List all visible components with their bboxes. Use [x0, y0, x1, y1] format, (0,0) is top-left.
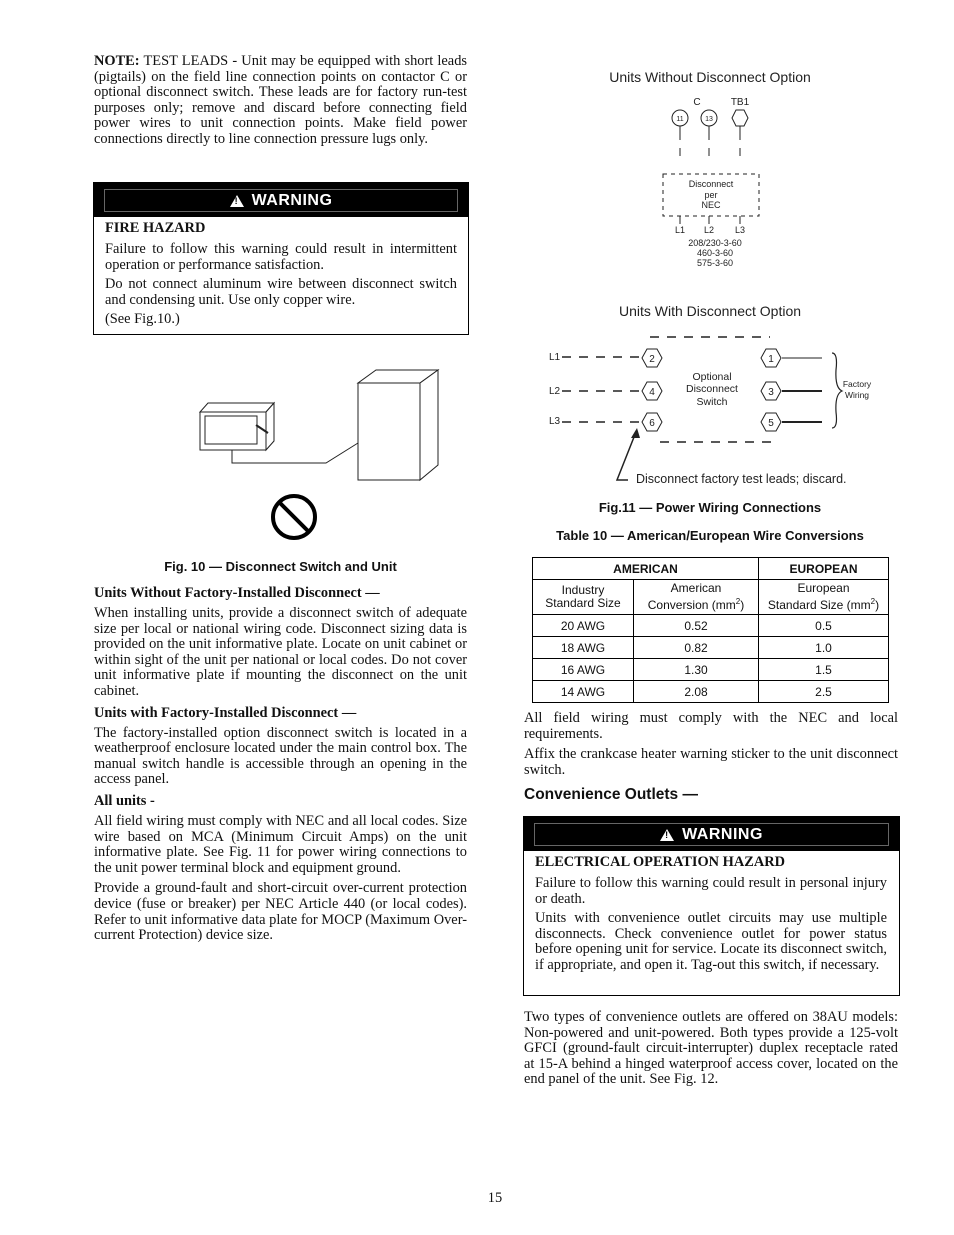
right-body-text [524, 711, 898, 778]
switch-terminal-5 [761, 413, 781, 431]
warning-banner [524, 817, 899, 851]
switch-label: Optional [692, 371, 732, 383]
header-line: Conversion (mm [647, 598, 736, 612]
factory-wiring-label: Factory [842, 379, 872, 389]
warning-banner-label: WARNING [682, 825, 763, 843]
section-text: Provide a ground-fault and short-circuit over-current protection device (fuse or breaker) per NEC Article 440 (or local codes). Refer to unit informative data plate for MOCP (Maximum Over-current Protection) device size. [94, 880, 467, 944]
section-text: The factory-installed option disconnect switch is located in a weatherproof enclosure located under the main control box. The manual switch handle is accessible through an opening in the access panel. [94, 724, 467, 788]
warning-text: Do not connect aluminum wire between disconnect switch and condensing unit. Use only copper wire. [105, 276, 457, 308]
line-label: L2 [703, 225, 715, 235]
table10-caption: Table 10 — American/European Wire Conversions [556, 528, 864, 543]
table-row [533, 681, 889, 703]
section-heading: Units with Factory-Installed Disconnect — [94, 704, 357, 721]
table-row [533, 659, 889, 681]
wire-conversion-table [532, 557, 889, 703]
warning-triangle-icon [230, 195, 244, 207]
switch-terminal-2 [642, 349, 662, 367]
superscript: 2 [735, 597, 741, 606]
discard-note: Disconnect factory test leads; discard. [636, 472, 847, 486]
factory-wiring-brace [832, 353, 842, 428]
fig10-illustration [190, 355, 450, 545]
table-column-header [533, 580, 634, 615]
line-label: L2 [549, 386, 561, 397]
table-cell: 20 AWG [533, 615, 634, 637]
header-line: Industry [561, 583, 605, 597]
diagram-title: Units With Disconnect Option [618, 303, 802, 319]
convenience-outlets-heading: Convenience Outlets — [524, 786, 698, 803]
warning-banner-label: WARNING [251, 191, 333, 209]
fig10-caption: Fig. 10 — Disconnect Switch and Unit [164, 559, 397, 574]
electrical-hazard-warning-box [523, 816, 900, 996]
prohibited-icon [273, 496, 315, 538]
warning-text: Failure to follow this warning could result in intermittent operation or performance satisfaction. [105, 241, 457, 273]
test-leads-note [94, 54, 467, 148]
warning-text: Units with convenience outlet circuits may use multiple disconnects. Check convenience outlet for power status before opening unit for service. Locate its disconnect switch, if appropriate, and open it. Tag-out this switch, if necessary. [535, 910, 887, 973]
body-paragraph: All field wiring must comply with the NEC and local requirements. [524, 710, 898, 742]
diagram-title: Units Without Disconnect Option [609, 69, 811, 85]
terminal-label: 11 [676, 116, 684, 123]
terminal-label: 4 [649, 387, 655, 398]
table-cell: 2.5 [759, 681, 889, 703]
voltage-label: 460-3-60 [696, 248, 734, 258]
voltage-label: 208/230-3-60 [688, 238, 742, 248]
table-cell: 2.08 [634, 681, 759, 703]
line-label: L3 [549, 416, 561, 427]
disconnect-switch-drawing [200, 403, 274, 450]
switch-label: Disconnect [686, 383, 738, 395]
disconnect-label: per [704, 190, 718, 200]
section-heading: All units - [94, 792, 155, 809]
terminal-block-label: TB1 [730, 97, 750, 108]
switch-terminal-6 [642, 413, 662, 431]
table-cell: 16 AWG [533, 659, 634, 681]
warning-text: Failure to follow this warning could result in personal injury or death. [535, 875, 887, 907]
disconnect-label: Disconnect [688, 179, 734, 189]
fig11-power-wiring-diagram [520, 60, 900, 520]
switch-terminal-3 [761, 382, 781, 400]
body-paragraph: Affix the crankcase heater warning sticker to the unit disconnect switch. [524, 746, 898, 778]
table-cell: 0.82 [634, 637, 759, 659]
table-cell: 0.5 [759, 615, 889, 637]
header-line: Standard Size [545, 596, 621, 610]
left-body-text [94, 585, 467, 944]
table-cell: 0.52 [634, 615, 759, 637]
warning-title: FIRE HAZARD [105, 220, 206, 236]
warning-title: ELECTRICAL OPERATION HAZARD [535, 854, 786, 870]
note-text: TEST LEADS - Unit may be equipped with short leads (pigtails) on the field line connection points on contactor C or optional disconnect switch. These leads are for factory run-test purposes only; remove and discard before connecting field power wires to unit connection points. Make field power connections directly to line connection pressure lugs only. [94, 53, 467, 147]
fire-hazard-warning-box [93, 182, 469, 335]
terminal-label: 13 [705, 116, 713, 123]
contactor-label: C [693, 97, 701, 108]
switch-terminal-1 [761, 349, 781, 367]
table-cell: 14 AWG [533, 681, 634, 703]
condensing-unit-drawing [358, 370, 438, 480]
warning-fig-reference: (See Fig.10.) [105, 311, 180, 328]
discard-arrow [617, 432, 636, 480]
line-label: L1 [549, 352, 561, 363]
section-heading: Units Without Factory-Installed Disconnect — [94, 585, 380, 601]
warning-triangle-icon [660, 829, 674, 841]
factory-wiring-label: Wiring [844, 390, 870, 400]
terminal-label: 1 [768, 354, 774, 365]
table-cell: 1.0 [759, 637, 889, 659]
header-line: ) [740, 598, 745, 612]
terminal-label: 6 [649, 418, 655, 429]
table-cell: 18 AWG [533, 637, 634, 659]
terminal-label: 5 [768, 418, 774, 429]
tb1-terminal [732, 110, 748, 126]
line-label: L3 [734, 225, 746, 235]
terminal-label: 2 [649, 354, 655, 365]
table-cell: 1.30 [634, 659, 759, 681]
section-text: When installing units, provide a disconnect switch of adequate size per local or national wiring code. Disconnect sizing data is provided on the unit informative plate. Locate on unit cabinet or within sight of the unit per national or local codes. Do not cover unit informative plate if mounting the disconnect on the unit cabinet. [94, 605, 467, 699]
contactor-terminal-11 [672, 110, 688, 126]
superscript: 2 [870, 597, 876, 606]
table-row [533, 637, 889, 659]
table-group-header: EUROPEAN [759, 558, 889, 580]
page-number: 15 [487, 1190, 503, 1206]
table-group-header: AMERICAN [533, 558, 759, 580]
table-column-header [759, 580, 889, 615]
contactor-terminal-13 [701, 110, 717, 126]
switch-terminal-4 [642, 382, 662, 400]
header-line: Standard Size (mm [767, 598, 871, 612]
disconnect-label: NEC [701, 200, 721, 210]
voltage-label: 575-3-60 [696, 258, 734, 268]
terminal-label: 3 [768, 387, 774, 398]
fig11-caption: Fig.11 — Power Wiring Connections [598, 500, 822, 515]
section-text: All field wiring must comply with NEC and all local codes. Size wire based on MCA (Minimum Circuit Amps) on the unit informative plate. See Fig. 11 for power wiring connections to the unit power terminal block and equipment ground. [94, 812, 467, 876]
header-line: American [670, 581, 722, 595]
header-line: ) [875, 598, 880, 612]
table-row [533, 615, 889, 637]
warning-banner [94, 183, 468, 217]
switch-label: Switch [696, 396, 728, 408]
table-cell: 1.5 [759, 659, 889, 681]
line-label: L1 [674, 225, 686, 235]
note-label: NOTE: [94, 53, 140, 69]
header-line: European [797, 581, 850, 595]
table-column-header [634, 580, 759, 615]
convenience-outlet-description: Two types of convenience outlets are offered on 38AU models: Non-powered and unit-powered. Both types provide a 125-volt GFCI (ground-fault circuit-interrupter) duplex receptacle rated at 15-A behind a hinged waterproof access cover, located on the end panel of the unit. See Fig. 12. [524, 1009, 898, 1088]
